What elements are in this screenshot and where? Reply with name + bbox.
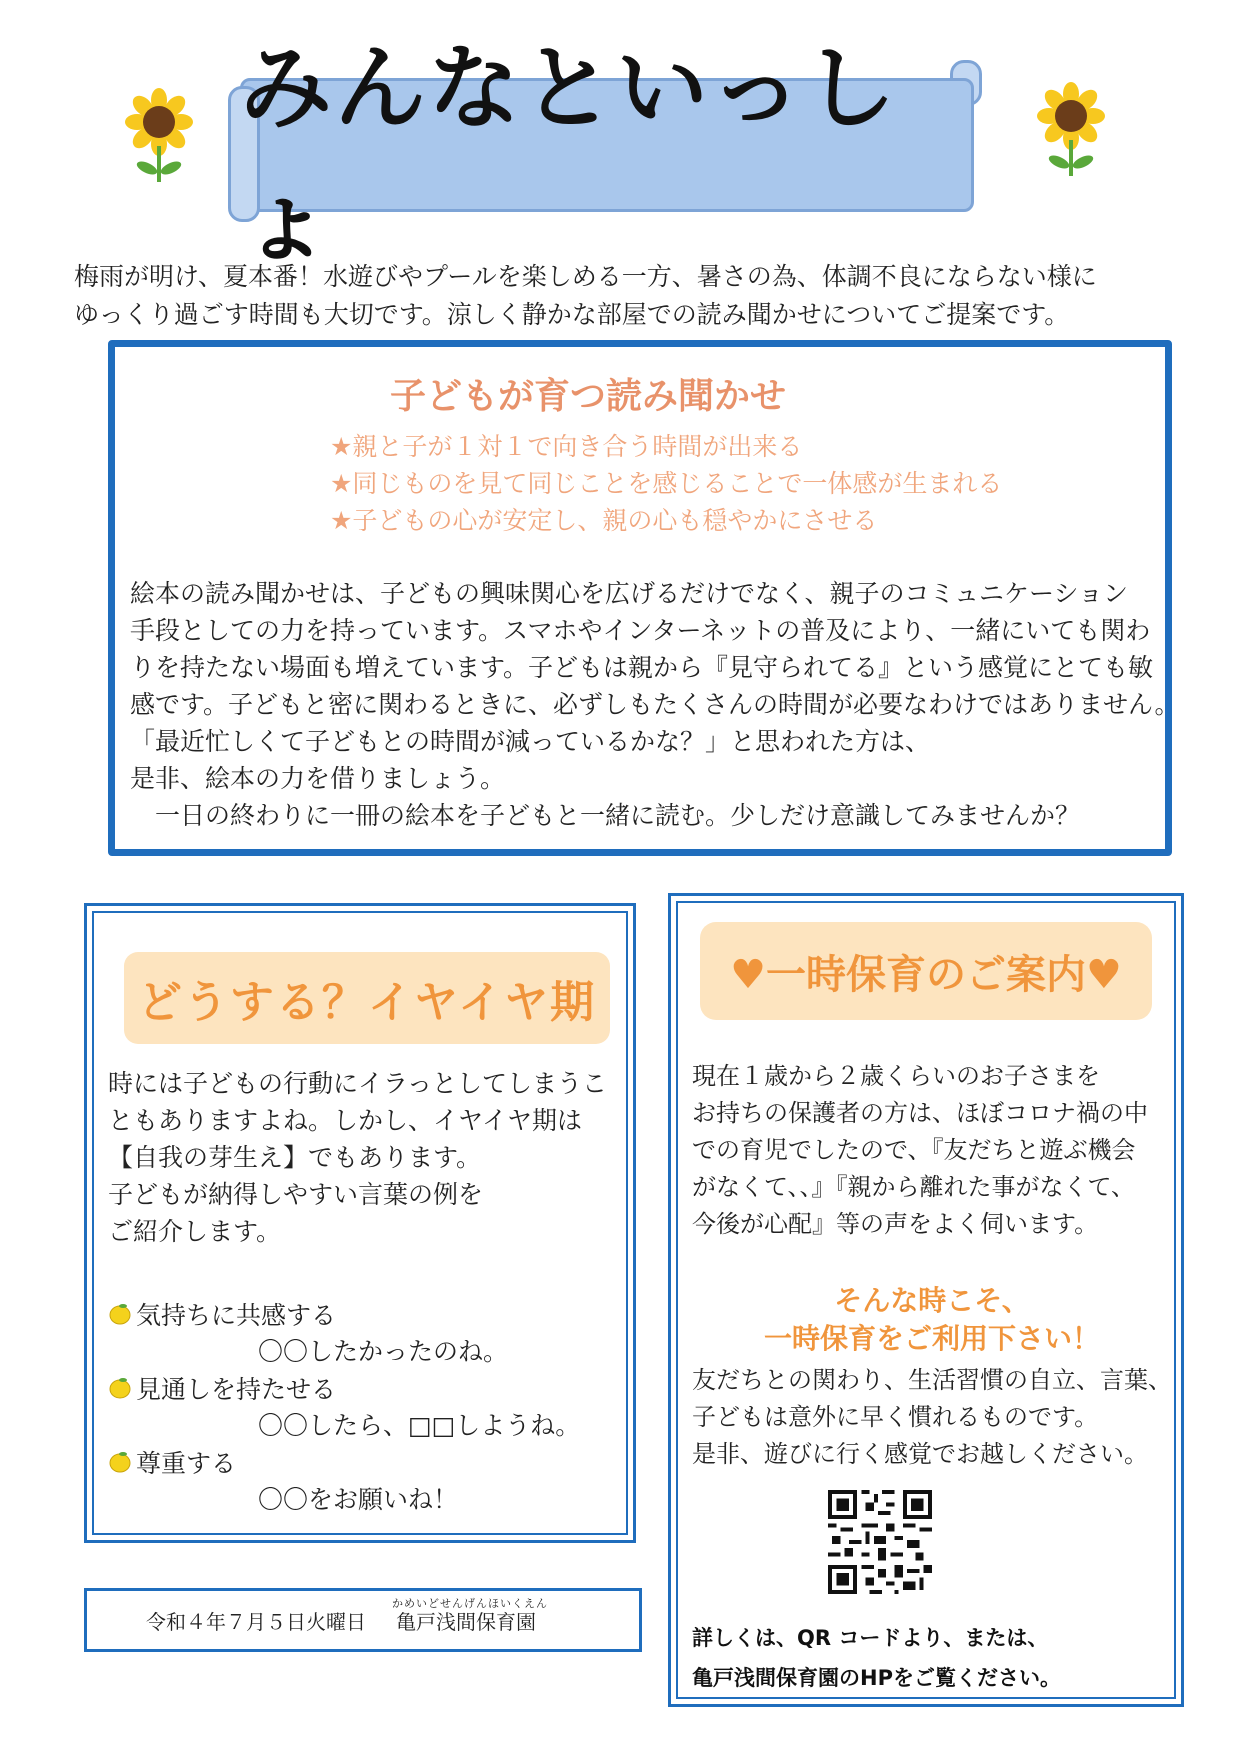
lemon-icon: [108, 1376, 132, 1400]
sunflower-icon: [1026, 80, 1116, 180]
reading-points-list: [330, 428, 1002, 539]
tip-item: [108, 1370, 336, 1406]
tip-example: 〇〇したかったのね。: [258, 1337, 509, 1366]
reading-section-body: 絵本の読み聞かせは、子どもの興味関心を広げるだけでなく、親子のコミュニケーション 手段としての力を持っています。スマホやインターネットの普及により、一緒にいても関わ りを持たない場面も増えています。子どもは親から『見守られてる』という感覚にとても敏 感です。子どもと密に関わるときに、必ずしもたくさんの時間が必要なわけではありません。 「最近忙しくて子どもとの時間が減っているかな？」と思われた方は、 是非、絵本の力を借りましょう。 一日の終わりに一冊の絵本を子どもと一緒に読む。少しだけ意識してみませんか？: [130, 579, 1180, 830]
issue-date: 令和４年７月５日火曜日: [146, 1610, 366, 1634]
temporary-care-callout: そんな時こそ、 一時保育をご利用下さい！: [763, 1284, 1100, 1355]
tip-item: [108, 1444, 236, 1480]
list-item: ★子どもの心が安定し、親の心も穏やかにさせる: [330, 506, 878, 535]
list-item: ★同じものを見て同じことを感じることで一体感が生まれる: [330, 469, 1003, 498]
iyaiya-section-body: 時には子どもの行動にイラっとしてしまうこ ともありますよね。しかし、イヤイヤ期は 【自我の芽生え】でもあります。 子どもが納得しやすい言葉の例を ご紹介します。: [108, 1069, 608, 1246]
intro-text: 梅雨が明け、夏本番！水遊びやプールを楽しめる一方、暑さの為、体調不良にならない様に ゆっくり過ごす時間も大切です。涼しく静かな部屋での読み聞かせについてご提案です。: [74, 262, 1097, 329]
tip-example: 〇〇したら、□□しようね。: [258, 1411, 581, 1440]
sunflower-icon: [114, 86, 204, 186]
qr-code-icon[interactable]: [828, 1490, 932, 1594]
tip-example: 〇〇をお願いね！: [258, 1485, 459, 1514]
temporary-care-body-2: 友だちとの関わり、生活習慣の自立、言葉、 子どもは意外に早く慣れるものです。 是非、遊びに行く感覚でお越しください。: [692, 1366, 1172, 1468]
tip-label: 尊重する: [136, 1449, 237, 1478]
page-title: みんなといっしょ: [240, 35, 899, 274]
temporary-care-heading: ♥一時保育のご案内♥: [730, 951, 1122, 998]
tip-label: 見通しを持たせる: [136, 1375, 337, 1404]
temporary-care-footer: 詳しくは、QR コードより、または、 亀戸浅間保育園のHPをご覧ください。: [692, 1626, 1061, 1690]
tip-item: [108, 1296, 336, 1332]
lemon-icon: [108, 1450, 132, 1474]
tip-label: 気持ちに共感する: [136, 1301, 337, 1330]
temporary-care-body: 現在１歳から２歳くらいのお子さまを お持ちの保護者の方は、ほぼコロナ禍の中 での育児でしたので、『友だちと遊ぶ機会 がなくて、、』『親から離れた事がなくて、 今後が心配』等の声をよく伺います。: [692, 1062, 1148, 1238]
lemon-icon: [108, 1302, 132, 1326]
nursery-name: 亀戸浅間保育園: [396, 1610, 536, 1634]
iyaiya-section-heading: どうする？イヤイヤ期: [137, 977, 597, 1028]
list-item: ★親と子が１対１で向き合う時間が出来る: [330, 432, 803, 461]
nursery-name-ruby: かめいどせんげんほいくえん: [392, 1597, 548, 1610]
reading-section-heading: 子どもが育つ読み聞かせ: [390, 376, 787, 417]
